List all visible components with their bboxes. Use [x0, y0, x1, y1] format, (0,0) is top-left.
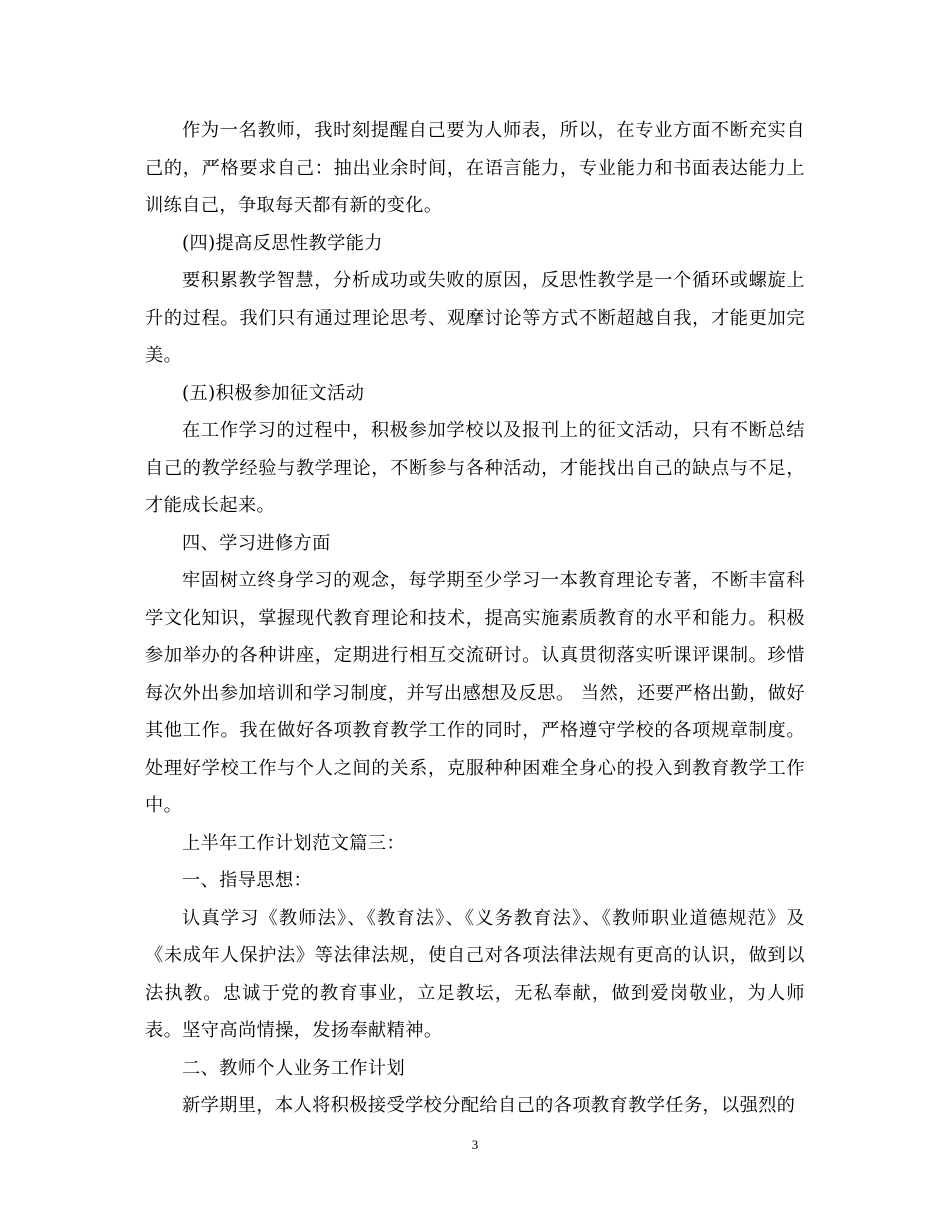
page-number: 3: [471, 1137, 479, 1152]
section-heading: 四、学习进修方面: [182, 532, 331, 554]
section-heading: 二、教师个人业务工作计划: [182, 1057, 406, 1079]
section-heading: 一、指导思想：: [182, 870, 313, 891]
paragraph: 新学期里，本人将积极接受学校分配给自己的各项教育教学任务，以强烈的: [182, 1095, 796, 1116]
paragraph: 认真学习《教师法》、《教育法》、《义务教育法》、《教师职业道德规范》及《未成年人保护法》等法律法规，使自己对各项法律法规有更高的认识，做到以法执教。忠诚于党的教育事业，立足教坛，无私奉献，做到爱岗敬业，为人师表。坚守高尚情操，发扬奉献精神。: [145, 907, 805, 1041]
paragraph: 在工作学习的过程中，积极参加学校以及报刊上的征文活动，只有不断总结自己的教学经验与教学理论，不断参与各种活动，才能找出自己的缺点与不足，才能成长起来。: [145, 420, 805, 516]
paragraph: 牢固树立终身学习的观念，每学期至少学习一本教育理论专著，不断丰富科学文化知识，掌握现代教育理论和技术，提高实施素质教育的水平和能力。积极参加举办的各种讲座，定期进行相互交流研讨。认真贯彻落实听课评课制。珍惜每次外出参加培训和学习制度，并写出感想及反思。 当然，还要严格出勤，做好其他工作。我在做好各项教育教学工作的同时，严格遵守学校的各项规章制度。处理好学校工作与个人之间的关系，克服种种困难全身心的投入到教育教学工作中。: [145, 570, 805, 816]
document-body: [145, 112, 805, 1125]
paragraph: 作为一名教师，我时刻提醒自己要为人师表，所以，在专业方面不断充实自己的，严格要求自己：抽出业余时间，在语言能力，专业能力和书面表达能力上训练自己，争取每天都有新的变化。: [145, 120, 805, 216]
paragraph: 要积累教学智慧，分析成功或失败的原因，反思性教学是一个循环或螺旋上升的过程。我们只有通过理论思考、观摩讨论等方式不断超越自我，才能更加完美。: [145, 270, 805, 366]
section-heading: (四)提高反思性教学能力: [182, 232, 383, 254]
section-heading: (五)积极参加征文活动: [182, 382, 365, 404]
section-heading: 上半年工作计划范文篇三：: [182, 832, 406, 854]
